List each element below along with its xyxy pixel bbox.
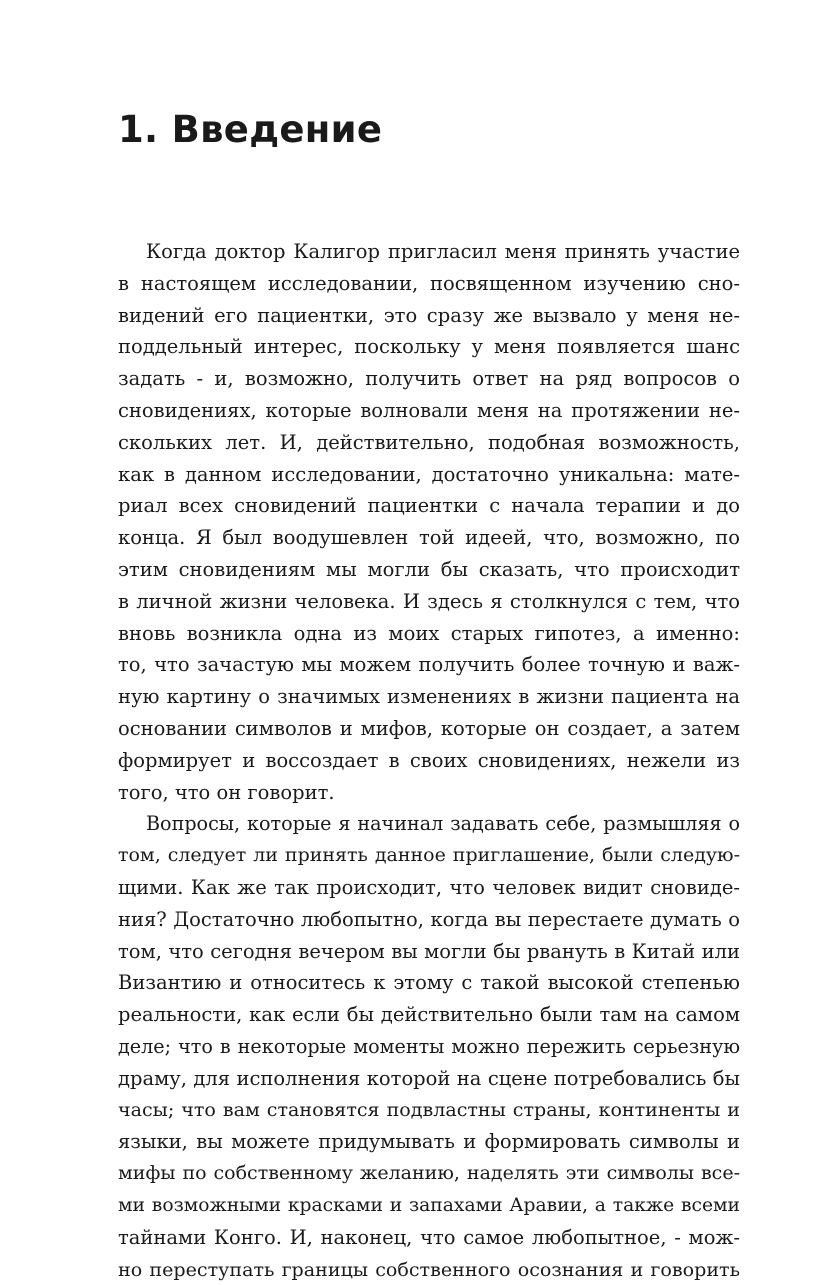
paragraph-2-line: языки, вы можете придумывать и формировать символы и (118, 1126, 740, 1158)
paragraph-1-line: ную картину о значимых изменениях в жизни пациента на (118, 681, 740, 713)
paragraph-1-line: задать - и, возможно, получить ответ на ряд вопросов о (118, 363, 740, 395)
paragraph-2-line: ния? Достаточно любопытно, когда вы перестаете думать о (118, 904, 740, 936)
paragraph-1-line: скольких лет. И, действительно, подобная возможность, (118, 427, 740, 459)
paragraph-2-line: том, следует ли принять данное приглашение, были следую- (118, 840, 740, 872)
paragraph-1-line: то, что зачастую мы можем получить более точную и важ- (118, 649, 740, 681)
paragraph-1-line: риал всех сновидений пациентки с начала терапии и до (118, 490, 740, 522)
paragraph-2-line: щими. Как же так происходит, что человек видит сновиде- (118, 872, 740, 904)
paragraph-2-line: мифы по собственному желанию, наделять эти символы все- (118, 1158, 740, 1190)
paragraph-1-line: Когда доктор Калигор пригласил меня принять участие (118, 236, 740, 268)
paragraph-1-line: формирует и воссоздает в своих сновидениях, нежели из (118, 745, 740, 777)
paragraph-2-line: но переступать границы собственного осознания и говорить (118, 1254, 740, 1285)
body-text (118, 236, 740, 1285)
paragraph-2-line: ми возможными красками и запахами Аравии, а также всеми (118, 1190, 740, 1222)
chapter-title: 1. Введение (118, 108, 382, 151)
paragraph-1-line: этим сновидениям мы могли бы сказать, что происходит (118, 554, 740, 586)
paragraph-1-line: сновидениях, которые волновали меня на протяжении не- (118, 395, 740, 427)
paragraph-1-line: того, что он говорит. (118, 777, 740, 809)
paragraph-2-line: Византию и относитесь к этому с такой высокой степенью (118, 967, 740, 999)
paragraph-1-line: поддельный интерес, поскольку у меня появляется шанс (118, 331, 740, 363)
paragraph-2-line: реальности, как если бы действительно были там на самом (118, 999, 740, 1031)
paragraph-2-line: том, что сегодня вечером вы могли бы рвануть в Китай или (118, 936, 740, 968)
paragraph-2-line: Вопросы, которые я начинал задавать себе, размышляя о (118, 808, 740, 840)
paragraph-2-line: драму, для исполнения которой на сцене потребовались бы (118, 1063, 740, 1095)
paragraph-1-line: видений его пациентки, это сразу же вызвало у меня не- (118, 300, 740, 332)
paragraph-2-line: деле; что в некоторые моменты можно пережить серьезную (118, 1031, 740, 1063)
paragraph-1-line: как в данном исследовании, достаточно уникальна: мате- (118, 459, 740, 491)
paragraph-1-line: в личной жизни человека. И здесь я столкнулся с тем, что (118, 586, 740, 618)
paragraph-1-line: основании символов и мифов, которые он создает, а затем (118, 713, 740, 745)
paragraph-1-line: конца. Я был воодушевлен той идеей, что, возможно, по (118, 522, 740, 554)
paragraph-2-line: тайнами Конго. И, наконец, что самое любопытное, - мож- (118, 1222, 740, 1254)
paragraph-2-line: часы; что вам становятся подвластны страны, континенты и (118, 1095, 740, 1127)
paragraph-1-line: вновь возникла одна из моих старых гипотез, а именно: (118, 618, 740, 650)
paragraph-1-line: в настоящем исследовании, посвященном изучению сно- (118, 268, 740, 300)
